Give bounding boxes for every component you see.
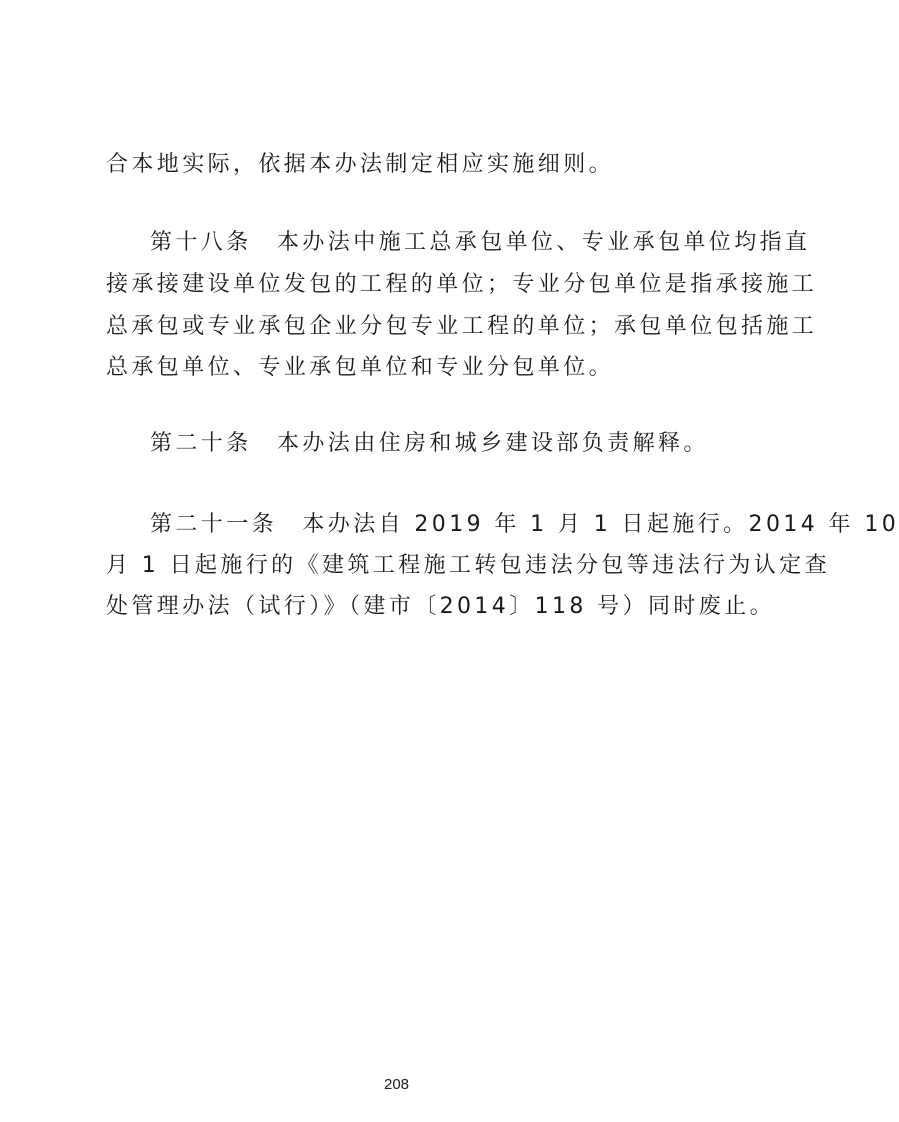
paragraph-line: 月 1 日起施行的《建筑工程施工转包违法分包等违法行为认定查 — [106, 553, 830, 578]
paragraph-line: 处管理办法（试行）》（建市〔2014〕118 号）同时废止。 — [106, 594, 775, 619]
article-20-line: 第二十条 本办法由住房和城乡建设部负责解释。 — [150, 431, 709, 456]
paragraph-line: 合本地实际，依据本办法制定相应实施细则。 — [106, 152, 615, 177]
article-21-line: 第二十一条 本办法自 2019 年 1 月 1 日起施行。2014 年 10 — [150, 512, 899, 537]
paragraph-line: 总承包或专业承包企业分包专业工程的单位；承包单位包括施工 — [106, 314, 818, 339]
page-number: 208 — [383, 1076, 410, 1093]
article-18-line: 第十八条 本办法中施工总承包单位、专业承包单位均指直 — [150, 230, 811, 255]
paragraph-line: 接承接建设单位发包的工程的单位；专业分包单位是指承接施工 — [106, 272, 818, 297]
paragraph-line: 总承包单位、专业承包单位和专业分包单位。 — [106, 355, 615, 380]
